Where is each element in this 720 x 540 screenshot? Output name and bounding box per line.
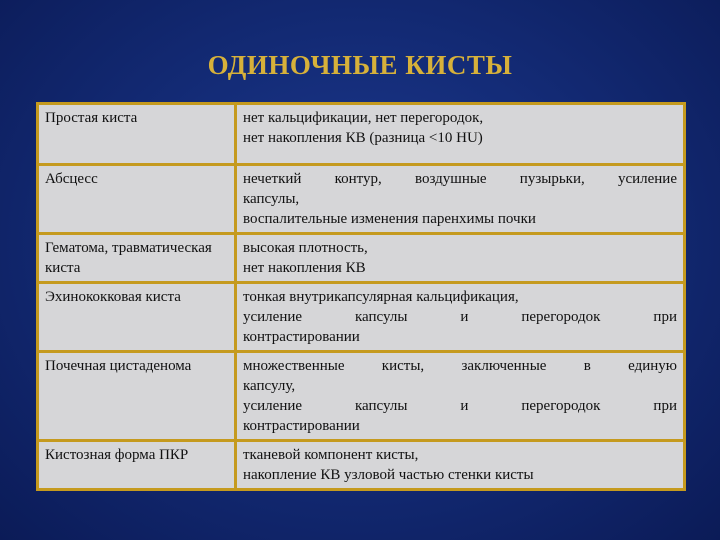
cyst-description-cell (236, 352, 685, 441)
cyst-description-cell (236, 165, 685, 234)
cyst-type-cell: Простая киста (38, 104, 236, 165)
table-row (38, 104, 685, 165)
description-line: нет кальцификации, нет перегородок, (243, 110, 484, 126)
description-line: тканевой компонент кисты, (243, 447, 419, 463)
cyst-description-cell (236, 283, 685, 352)
cyst-type-cell: Гематома, травматическая киста (38, 234, 236, 283)
table-row (38, 352, 685, 441)
description-line: высокая плотность, (243, 240, 368, 256)
cyst-description-cell (236, 104, 685, 165)
description-line: накопление КВ узловой частью стенки кисты (243, 467, 534, 483)
description-line: капсулу, (243, 378, 296, 394)
description-line: усиление капсулы и перегородок при (243, 398, 677, 414)
slide-title: ОДИНОЧНЫЕ КИСТЫ (207, 50, 513, 80)
table-row (38, 283, 685, 352)
table-row (38, 441, 685, 490)
cyst-description-cell (236, 234, 685, 283)
cyst-type-cell: Эхинококковая киста (38, 283, 236, 352)
cyst-type-cell: Абсцесс (38, 165, 236, 234)
description-line: воспалительные изменения паренхимы почки (243, 211, 536, 227)
description-line: нет накопления КВ (разница <10 HU) (243, 130, 483, 146)
cyst-table (36, 102, 686, 491)
description-line: усиление капсулы и перегородок при (243, 309, 677, 325)
table-row (38, 234, 685, 283)
description-line: нет накопления КВ (243, 260, 366, 276)
description-line: контрастировании (243, 329, 360, 345)
description-line: нечеткий контур, воздушные пузырьки, усиление (243, 171, 677, 187)
cyst-type-cell: Кистозная форма ПКР (38, 441, 236, 490)
description-line: множественные кисты, заключенные в единую (243, 358, 677, 374)
cyst-type-cell: Почечная цистаденома (38, 352, 236, 441)
cyst-description-cell (236, 441, 685, 490)
description-line: капсулы, (243, 191, 300, 207)
description-line: контрастировании (243, 418, 360, 434)
description-line: тонкая внутрикапсулярная кальцификация, (243, 289, 519, 305)
table-row (38, 165, 685, 234)
